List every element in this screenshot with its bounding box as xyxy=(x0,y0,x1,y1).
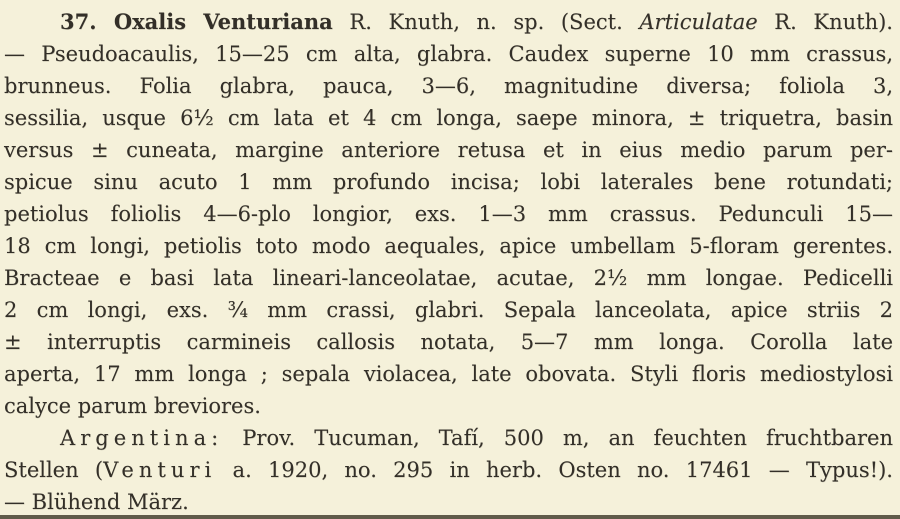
collector-name: Venturi xyxy=(103,458,217,482)
description-line: ± interruptis carmineis callosis notata, 5—7 mm longa. Corolla late xyxy=(4,330,893,354)
description-line: brunneus. Folia glabra, pauca, 3—6, magnitudine diversa; foliola 3, xyxy=(4,74,893,98)
description-line: — Pseudoacaulis, 15—25 cm alta, glabra. Caudex superne 10 mm crassus, xyxy=(4,42,893,66)
locality-line xyxy=(4,454,893,486)
country-name: Argentina: xyxy=(60,426,224,450)
species-authority: R. Knuth, n. sp. (Sect. xyxy=(332,10,640,34)
description-line: Bracteae e basi lata lineari-lanceolatae, acutae, 2½ mm longae. Pedicelli xyxy=(4,266,893,290)
page-scan-edge xyxy=(0,515,900,519)
description-line: 18 cm longi, petiolis toto modo aequales, apice umbellam 5-floram gerentes. xyxy=(4,234,893,258)
species-name: Oxalis Venturiana xyxy=(113,9,333,34)
locality-line xyxy=(4,422,893,454)
species-number: 37. xyxy=(60,9,114,34)
specimen-reference: a. 1920, no. 295 in herb. Osten no. 17461 — Typus!). xyxy=(216,458,893,482)
description-line: 2 cm longi, exs. ¾ mm crassi, glabri. Sepala lanceolata, apice striis 2 xyxy=(4,298,893,322)
section-authority: R. Knuth). xyxy=(757,10,893,34)
description-line: petiolus foliolis 4—6-plo longior, exs. 1—3 mm crassus. Pedunculi 15— xyxy=(4,202,893,226)
locality-text: Stellen ( xyxy=(4,458,104,482)
species-heading-line xyxy=(4,6,893,38)
section-name: Articulatae xyxy=(639,10,758,34)
description-line: aperta, 17 mm longa ; sepala violacea, late obovata. Styli floris mediostylosi xyxy=(4,362,893,386)
description-line: versus ± cuneata, margine anteriore retusa et in eius medio parum per- xyxy=(4,138,893,162)
description-line: sessilia, usque 6½ cm lata et 4 cm longa, saepe minora, ± triquetra, basin xyxy=(4,106,893,130)
locality-text: Prov. Tucuman, Tafí, 500 m, an feuchten fruchtbaren xyxy=(223,426,893,450)
flowering-time-line: — Blühend März. xyxy=(4,490,189,514)
description-line: spicue sinu acuto 1 mm profundo incisa; lobi laterales bene rotundati; xyxy=(4,170,893,194)
description-last-line: calyce parum breviores. xyxy=(4,394,261,418)
